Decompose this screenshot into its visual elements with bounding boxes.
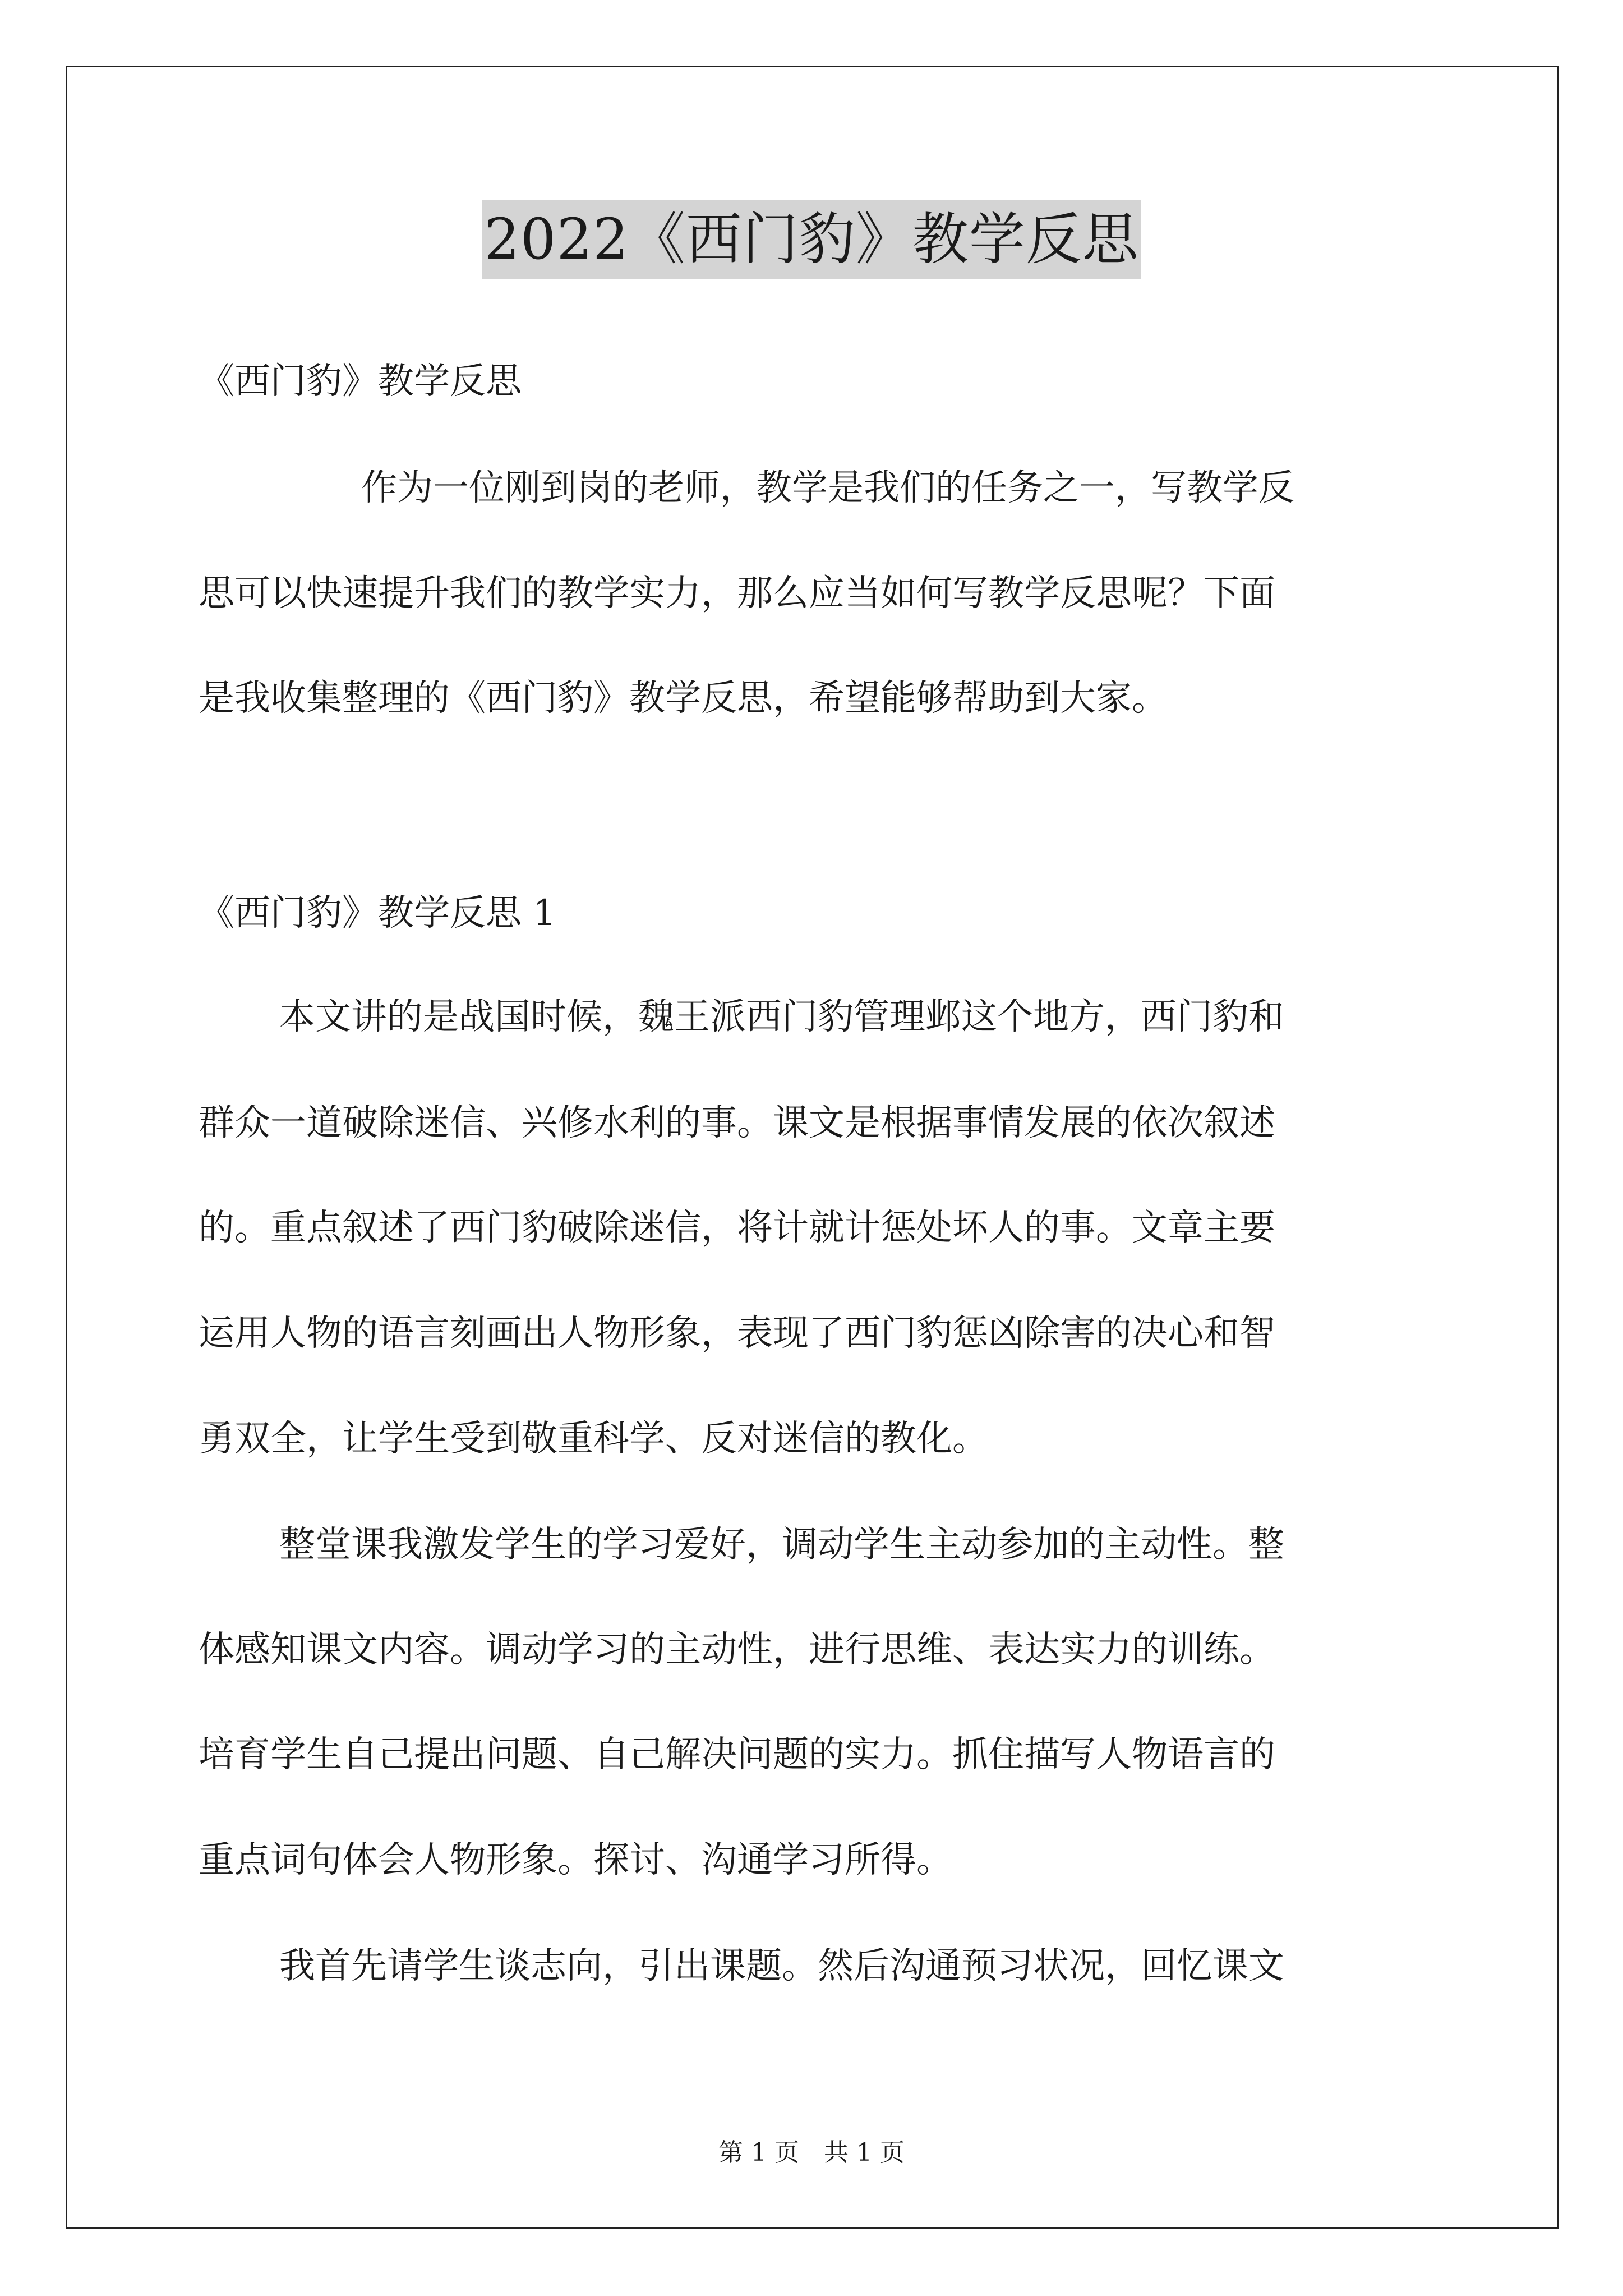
paragraph-line: 的。重点叙述了西门豹破除迷信，将计就计惩处坏人的事。文章主要 [199, 1207, 1275, 1249]
paragraph-line: 体感知课文内容。调动学习的主动性，进行思维、表达实力的训练。 [199, 1629, 1275, 1671]
intro-line: 思可以快速提升我们的教学实力，那么应当如何写教学反思呢？下面 [199, 573, 1275, 614]
paragraph-line: 重点词句体会人物形象。探讨、沟通学习所得。 [199, 1839, 952, 1881]
paragraph-line: 我首先请学生谈志向，引出课题。然后沟通预习状况，回忆课文 [279, 1945, 1284, 1987]
title-container [0, 200, 1623, 279]
paragraph-line: 运用人物的语言刻画出人物形象，表现了西门豹惩凶除害的决心和智 [199, 1313, 1275, 1354]
document-subtitle: 《西门豹》教学反思 [199, 361, 522, 402]
paragraph-line: 群众一道破除迷信、兴修水利的事。课文是根据事情发展的依次叙述 [199, 1102, 1275, 1144]
paragraph-line: 整堂课我激发学生的学习爱好，调动学生主动参加的主动性。整 [279, 1524, 1284, 1566]
paragraph-line: 培育学生自己提出问题、自己解决问题的实力。抓住描写人物语言的 [199, 1734, 1275, 1775]
intro-line: 是我收集整理的《西门豹》教学反思，希望能够帮助到大家。 [199, 678, 1168, 719]
document-title: 2022《西门豹》教学反思 [482, 200, 1141, 279]
section-heading: 《西门豹》教学反思 1 [199, 892, 556, 934]
page-footer: 第 1 页 共 1 页 [718, 2138, 905, 2167]
paragraph-line: 本文讲的是战国时候，魏王派西门豹管理邺这个地方，西门豹和 [279, 996, 1284, 1038]
intro-line: 作为一位刚到岗的老师，教学是我们的任务之一，写教学反 [361, 467, 1294, 509]
paragraph-line: 勇双全，让学生受到敬重科学、反对迷信的教化。 [199, 1418, 988, 1460]
